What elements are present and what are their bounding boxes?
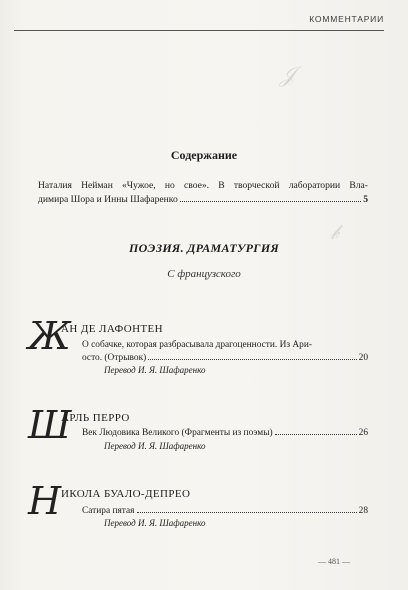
translator: Перевод И. Я. Шафаренко [104, 441, 206, 451]
author-name: АРЛЬ ПЕРРО [61, 412, 130, 424]
section-subtitle: С французского [167, 268, 241, 280]
leader-dots [275, 434, 357, 435]
work-title [82, 505, 368, 518]
dropcap: Н [28, 479, 62, 523]
running-header: КОММЕНТАРИИ [309, 14, 384, 24]
toc-entry-boileau [28, 479, 368, 528]
entry-page: 28 [358, 506, 368, 516]
leader-dots [137, 512, 357, 513]
toc-entry-perrault [28, 403, 368, 452]
leader-dots [180, 201, 361, 202]
intro-entry [38, 179, 368, 206]
work-title [82, 427, 368, 440]
entry-page: 20 [358, 353, 368, 363]
work-line-1-text: Сатира пятая [82, 506, 135, 516]
work-title [82, 339, 368, 365]
intro-page: 5 [363, 193, 368, 205]
work-line-1 [82, 505, 368, 518]
toc-entry-lafontaine [28, 314, 368, 375]
intro-line-1: Наталия Нейман «Чужое, но свое». В творческой лаборатории Вла- [38, 180, 368, 191]
header-rule [14, 30, 384, 31]
work-line-2 [82, 352, 368, 365]
section-title: ПОЭЗИЯ. ДРАМАТУРГИЯ [128, 241, 280, 255]
work-line-1: О собачке, которая разбрасывала драгоценности. Из Ари- [82, 340, 312, 350]
work-line-1-text: Век Людовика Великого (Фрагменты из поэмы) [82, 428, 273, 438]
dropcap: Ж [28, 314, 71, 358]
entry-page: 26 [358, 428, 368, 438]
translator: Перевод И. Я. Шафаренко [104, 365, 206, 375]
page-number: — 481 — [318, 557, 350, 566]
work-line-2-text: осто. (Отрывок) [82, 353, 147, 363]
author-name: АН ДЕ ЛАФОНТЕН [61, 323, 164, 335]
toc-title: Содержание [170, 148, 238, 162]
work-line-1 [82, 427, 368, 440]
bleedthrough-glyph-2: 𝒷 [330, 222, 339, 244]
translator: Перевод И. Я. Шафаренко [104, 518, 206, 528]
author-name: ИКОЛА БУАЛО-ДЕПРЕО [61, 488, 191, 500]
intro-line-2 [38, 193, 368, 207]
bleedthrough-glyph: 𝒥 [280, 62, 296, 87]
intro-line-2-text: димира Шора и Инны Шафаренко [38, 193, 178, 205]
leader-dots [148, 359, 356, 360]
dropcap: Ш [28, 403, 72, 447]
